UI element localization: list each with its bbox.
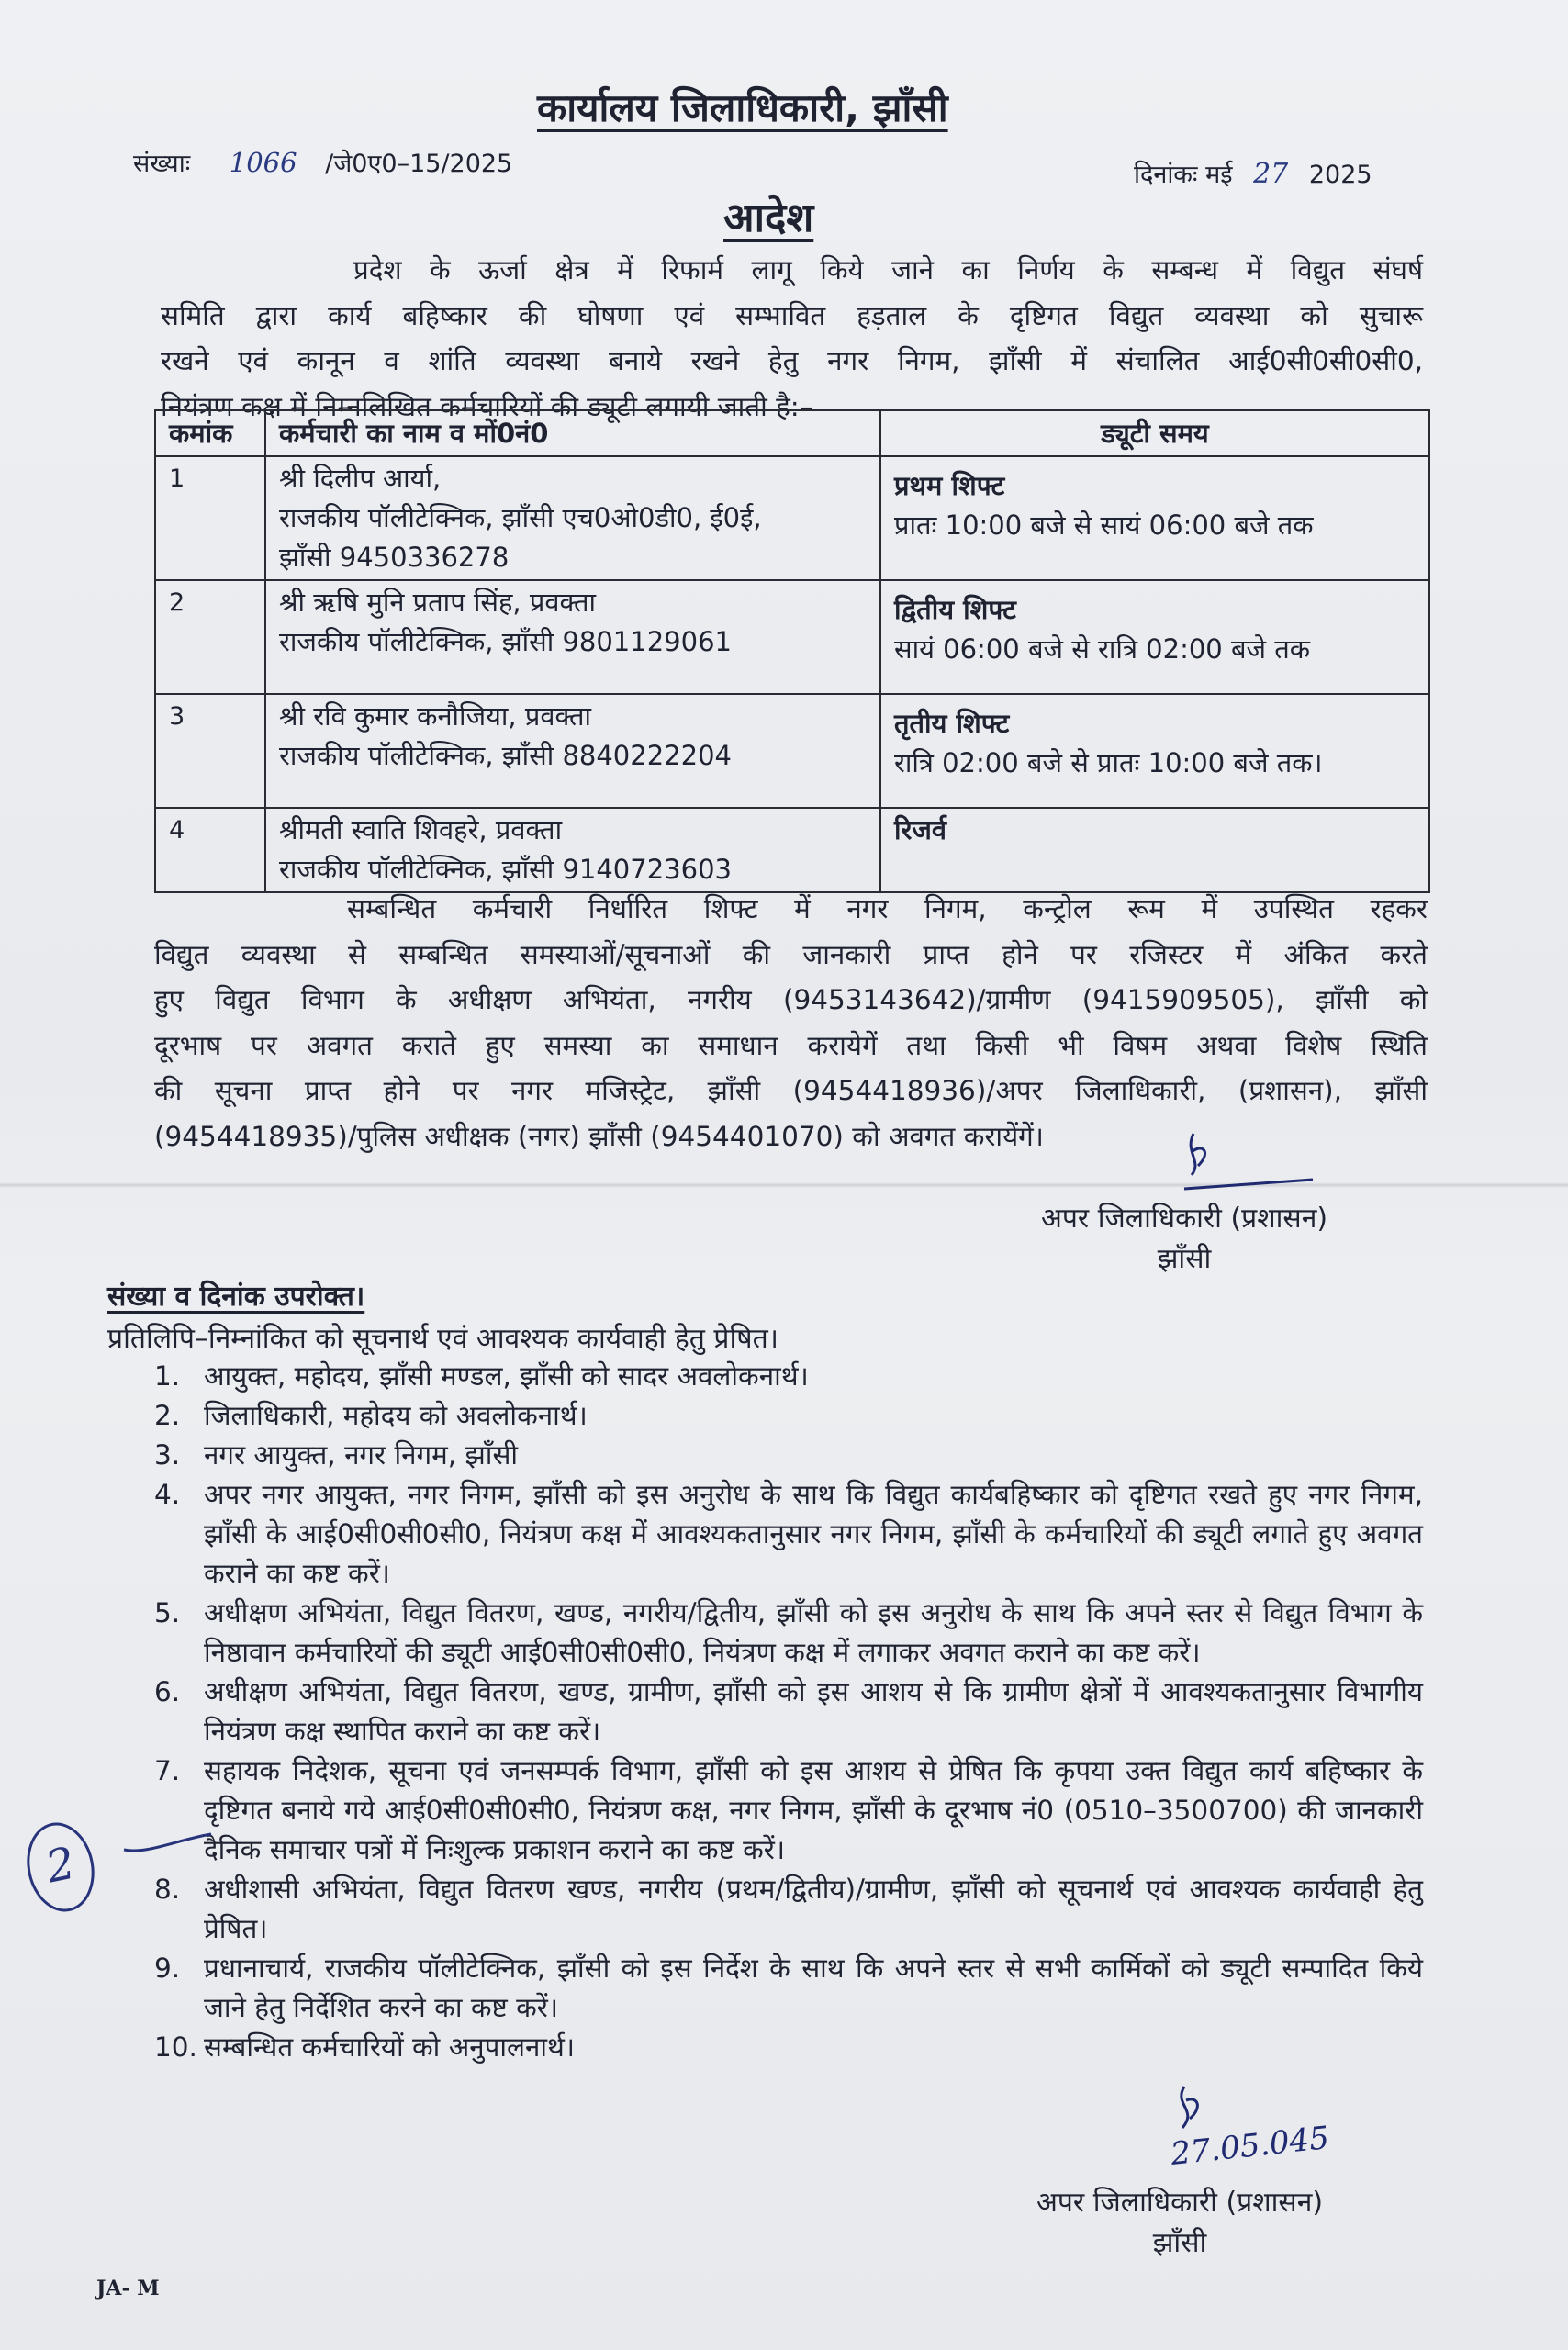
ref-prefix: संख्याः — [133, 150, 191, 178]
employee-name: श्री ऋषि मुनि प्रताप सिंह, प्रवक्ता — [279, 587, 597, 618]
list-item — [138, 1594, 1423, 1673]
reference-number — [133, 145, 512, 179]
signature-block-1 — [1001, 1199, 1368, 1280]
intro-line: प्रदेश के ऊर्जा क्षेत्र में रिफार्म लागू किये जाने का निर्णय के सम्बन्ध में विद्युत संघर्ष — [353, 254, 1423, 285]
item-number: 3. — [154, 1439, 181, 1471]
paper-fold — [0, 1182, 1568, 1188]
order-heading: आदेश — [723, 195, 814, 241]
shift-time: प्रातः 10:00 बजे से सायं 06:00 बजे तक — [894, 509, 1314, 541]
list-item — [138, 1396, 1423, 1436]
circled-number: 2 — [41, 1837, 80, 1894]
instruction-line: (9454418935)/पुलिस अधीक्षक (नगर) झाँसी (9454401070) को अवगत करायेंगें। — [154, 1120, 1044, 1152]
list-item — [138, 2028, 1423, 2067]
signature-mark-1 — [1175, 1125, 1322, 1198]
row-sn: 3 — [155, 694, 265, 808]
shift-time: रात्रि 02:00 बजे से प्रातः 10:00 बजे तक। — [894, 747, 1323, 778]
employee-org: राजकीय पॉलीटेक्निक, झाँसी एच0ओ0डी0, ई0ई, — [279, 502, 762, 533]
instruction-line: दूरभाष पर अवगत कराते हुए समस्या का समाधान करायेगें तथा किसी भी विषम अथवा विशेष स्थिति — [154, 1029, 1428, 1061]
intro-line: नियंत्रण कक्ष में निम्नलिखित कर्मचारियों की ड्यूटी लगायी जाती है:– — [161, 390, 813, 422]
row-duty — [880, 456, 1429, 580]
item-text: जिलाधिकारी, महोदय को अवलोकनार्थ। — [204, 1400, 588, 1431]
item-number: 10. — [154, 2031, 197, 2063]
item-number: 4. — [154, 1479, 181, 1510]
copy-list — [138, 1357, 1423, 2067]
item-text: प्रधानाचार्य, राजकीय पॉलीटेक्निक, झाँसी को इस निर्देश के साथ कि अपने स्तर से सभी कार्मिकों को ड्यूटी सम्पादित किये जाने हेतु निर्देशित करने का कष्ट करें। — [204, 1953, 1423, 2023]
signatory-designation: अपर जिलाधिकारी (प्रशासन) — [1036, 2187, 1324, 2219]
col-header-employee: कर्मचारी का नाम व मों0नं0 — [265, 410, 880, 456]
list-item — [138, 1673, 1423, 1751]
employee-org: राजकीय पॉलीटेक्निक, झाँसी 9801129061 — [279, 626, 732, 657]
shift-name: प्रथम शिफ्ट — [894, 470, 1005, 501]
shift-name: द्वितीय शिफ्ट — [894, 594, 1016, 625]
col-header-duty-time: ड्यूटी समय — [880, 410, 1429, 456]
employee-org: राजकीय पॉलीटेक्निक, झाँसी 8840222204 — [279, 740, 732, 771]
row-sn: 4 — [155, 808, 265, 892]
employee-contact: झाँसी 9450336278 — [279, 542, 510, 573]
item-text: अधीशासी अभियंता, विद्युत वितरण खण्ड, नगरीय (प्रथम/द्वितीय)/ग्रामीण, झाँसी को सूचनार्थ एवं आवश्यक कार्यवाही हेतु प्रेषित। — [204, 1874, 1423, 1944]
row-duty — [880, 808, 1429, 892]
item-text: अपर नगर आयुक्त, नगर निगम, झाँसी को इस अनुरोध के साथ कि विद्युत कार्यबहिष्कार को दृष्टिगत रखते हुए नगर निगम, झाँसी के आई0सी0सी0सी0, नियंत्रण कक्ष में आवश्यकतानुसार नगर निगम, झाँसी के कर्मचारियों की ड्यूटी लगाते हुए अवगत कराने का कष्ट करें। — [204, 1479, 1423, 1589]
instruction-paragraph — [154, 887, 1428, 1159]
date-label: दिनांकः मई — [1134, 161, 1233, 189]
duty-table — [154, 409, 1430, 893]
instruction-line: सम्बन्धित कर्मचारी निर्धारित शिफ्ट में नगर निगम, कन्ट्रोल रूम में उपस्थित रहकर — [347, 893, 1428, 924]
list-item — [138, 1751, 1423, 1870]
signatory-place: झाँसी — [1152, 2227, 1207, 2259]
row-employee — [265, 580, 880, 694]
ref-suffix: /जे0ए0–15/2025 — [325, 150, 513, 178]
employee-name: श्रीमती स्वाति शिवहरे, प्रवक्ता — [279, 814, 563, 845]
list-item — [138, 1357, 1423, 1396]
copy-intro: प्रतिलिपि–निम्नांकित को सूचनार्थ एवं आवश्यक कार्यवाही हेतु प्रेषित। — [107, 1323, 779, 1355]
intro-line: रखने एवं कानून व शांति व्यवस्था बनाये रखने हेतु नगर निगम, झाँसी में संचालित आई0सी0सी0सी0, — [161, 345, 1423, 376]
col-header-sn: कमांक — [155, 410, 265, 456]
shift-name: रिजर्व — [894, 814, 947, 845]
row-sn: 2 — [155, 580, 265, 694]
list-item — [138, 1949, 1423, 2028]
item-number: 8. — [154, 1874, 181, 1905]
instruction-line: की सूचना प्राप्त होने पर नगर मजिस्ट्रेट, झाँसी (9454418936)/अपर जिलाधिकारी, (प्रशासन), झाँसी — [154, 1075, 1428, 1106]
employee-name: श्री दिलीप आर्या, — [279, 463, 442, 494]
item-text: अधीक्षण अभियंता, विद्युत वितरण, खण्ड, नगरीय/द्वितीय, झाँसी को इस अनुरोध के साथ कि अपने स्तर से विद्युत विभाग के निष्ठावान कर्मचारियों की ड्यूटी आई0सी0सी0सी0, नियंत्रण कक्ष में लगाकर अवगत कराने का कष्ट करें। — [204, 1597, 1423, 1668]
row-duty — [880, 580, 1429, 694]
signatory-designation: अपर जिलाधिकारी (प्रशासन) — [1040, 1203, 1328, 1235]
row-employee — [265, 694, 880, 808]
item-text: अधीक्षण अभियंता, विद्युत वितरण, खण्ड, ग्रामीण, झाँसी को इस आशय से कि ग्रामीण क्षेत्रों में आवश्यकतानुसार विभागीय नियंत्रण कक्ष स्थापित कराने का कष्ट करें। — [204, 1676, 1423, 1747]
item-text: सहायक निदेशक, सूचना एवं जनसम्पर्क विभाग, झाँसी को इस आशय से प्रेषित कि कृपया उक्त विद्युत कार्य बहिष्कार के दृष्टिगत बनाये गये आई0सी0सी0सी0, नियंत्रण कक्ष, नगर निगम, झाँसी के दूरभाष नं0 (0510–3500700) की जानकारी दैनिक समाचार पत्रों में निःशुल्क प्रकाशन कराने का कष्ट करें। — [204, 1755, 1423, 1865]
copy-heading: संख्या व दिनांक उपरोक्त। — [107, 1281, 365, 1313]
table-row — [155, 694, 1429, 808]
intro-line: समिति द्वारा कार्य बहिष्कार की घोषणा एवं सम्भावित हड़ताल के दृष्टिगत विद्युत व्यवस्था को सुचारू — [161, 299, 1423, 331]
instruction-line: विद्युत व्यवस्था से सम्बन्धित समस्याओं/सूचनाओं की जानकारी प्राप्त होने पर रजिस्टर में अंकित करते — [154, 938, 1428, 970]
item-number: 9. — [154, 1953, 181, 1984]
row-employee — [265, 456, 880, 580]
date-day-handwritten: 27 — [1253, 158, 1289, 190]
item-number: 7. — [154, 1755, 181, 1786]
signature-block-2 — [996, 2183, 1363, 2264]
table-row — [155, 456, 1429, 580]
shift-name: तृतीय शिफ्ट — [894, 708, 1010, 739]
handwritten-date: 27.05.045 — [1169, 2120, 1331, 2173]
signatory-place: झाँसी — [1157, 1243, 1212, 1275]
item-text: नगर आयुक्त, नगर निगम, झाँसी — [204, 1439, 519, 1471]
table-row — [155, 580, 1429, 694]
ref-number-handwritten: 1066 — [229, 147, 297, 178]
employee-name: श्री रवि कुमार कनौजिया, प्रवक्ता — [279, 700, 592, 732]
item-number: 6. — [154, 1676, 181, 1707]
list-item — [138, 1475, 1423, 1594]
item-text: आयुक्त, महोदय, झाँसी मण्डल, झाँसी को सादर अवलोकनार्थ। — [204, 1360, 809, 1392]
instruction-line: हुए विद्युत विभाग के अधीक्षण अभियंता, नगरीय (9453143642)/ग्रामीण (9415909505), झाँसी को — [154, 984, 1428, 1015]
employee-org: राजकीय पॉलीटेक्निक, झाँसी 9140723603 — [279, 854, 732, 885]
circled-number-annotation — [19, 1817, 103, 1919]
row-employee — [265, 808, 880, 892]
list-item — [138, 1436, 1423, 1475]
row-duty — [880, 694, 1429, 808]
signature-mark-2 — [1166, 2082, 1239, 2137]
intro-paragraph — [161, 248, 1423, 430]
item-number: 2. — [154, 1400, 181, 1431]
row-sn: 1 — [155, 456, 265, 580]
item-number: 5. — [154, 1597, 181, 1628]
item-number: 1. — [154, 1360, 181, 1392]
item-text: सम्बन्धित कर्मचारियों को अनुपालनार्थ। — [204, 2031, 576, 2063]
table-row — [155, 808, 1429, 892]
date-year: 2025 — [1308, 161, 1372, 189]
shift-time: सायं 06:00 बजे से रात्रि 02:00 बजे तक — [894, 633, 1311, 665]
footer-code: JA- M — [96, 2277, 160, 2300]
office-title: कार्यालय जिलाधिकारी, झाँसी — [537, 85, 948, 130]
table-header-row — [155, 410, 1429, 456]
tick-stroke-annotation — [119, 1827, 220, 1863]
list-item — [138, 1870, 1423, 1949]
order-date — [1134, 156, 1372, 190]
